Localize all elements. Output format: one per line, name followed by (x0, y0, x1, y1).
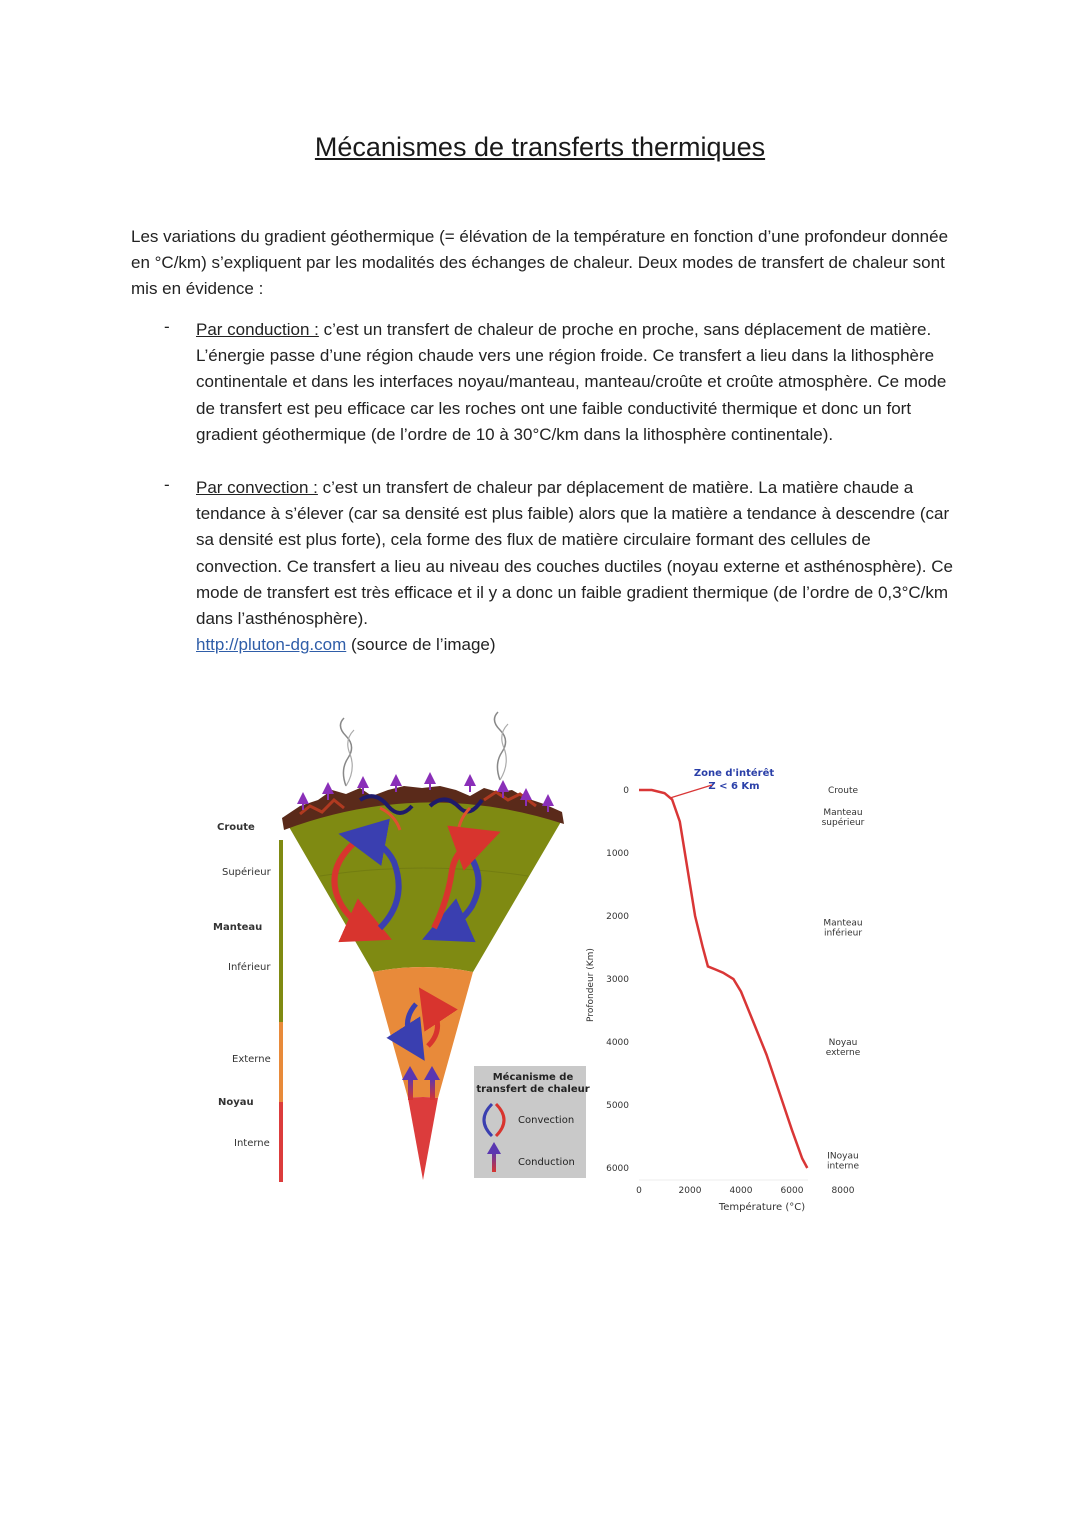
x-tick-label: 6000 (780, 1186, 804, 1196)
layer-label: supérieur (821, 818, 865, 829)
geotherm-curve (639, 790, 807, 1168)
term-convection: Par convection : (196, 478, 318, 497)
legend-conduction-label: Conduction (518, 1157, 575, 1168)
x-tick-label: 8000 (831, 1186, 855, 1196)
label-manteau: Manteau (213, 922, 263, 933)
mechanism-legend (474, 1066, 590, 1178)
label-noyau: Noyau (218, 1097, 254, 1108)
convection-text: c’est un transfert de chaleur par déplacement de matière. La matière chaude a tendance à s’élever (car sa densité est plus faible) alors que la matière a tendance à descendre (car sa densité est plus forte), cela forme des flux de matière circulaire formant des cellules de convection. Ce transfert a lieu au niveau des couches ductiles (noyau externe et asthénosphère). Ce mode de transfert est très efficace et il y a donc un faible gradient thermique (de l’ordre de 0,3°C/km dans l’asthénosphère). (196, 478, 953, 629)
legend-title-2: transfert de chaleur (476, 1084, 590, 1095)
layer-label: inférieur (823, 928, 863, 939)
conduction-text: c’est un transfert de chaleur de proche en proche, sans déplacement de matière. L’énergie passe d’une région chaude vers une région froide. Ce transfert a lieu dans la lithosphère continentale et dans les interfaces noyau/manteau, manteau/croûte et croûte atmosphère. Ce mode de transfert est peu efficace car les roches ont une faible conductivité thermique et donc un fort gradient géothermique (de l’ordre de 10 à 30°C/km dans la lithosphère continentale). (196, 320, 947, 444)
layer-scale (213, 822, 283, 1182)
x-tick-label: 4000 (729, 1186, 753, 1196)
inner-core-layer (408, 1097, 438, 1180)
label-superieur: Supérieur (222, 867, 271, 878)
label-inferieur: Inférieur (228, 962, 271, 973)
layer-label: INoyau (827, 1151, 859, 1162)
bullet-dash-convection: - (164, 475, 170, 494)
layer-label: Noyau (828, 1038, 858, 1048)
intro-paragraph: Les variations du gradient géothermique (= élévation de la température en fonction d’une profondeur donnée en °C/km) s’expliquent par les modalités des échanges de chaleur. Deux modes de transfert de chaleur sont mis en évidence : (131, 227, 949, 299)
zone-annotation-1: Zone d'intérêt (693, 768, 775, 779)
x-axis-label: Température (°C) (718, 1202, 806, 1213)
legend-conduction-icon (492, 1152, 496, 1172)
source-link[interactable]: http://pluton-dg.com (196, 635, 347, 655)
legend-convection-label: Convection (518, 1115, 575, 1126)
y-tick-label: 1000 (606, 849, 629, 859)
x-tick-label: 0 (636, 1186, 642, 1196)
y-axis-label: Profondeur (Km) (586, 948, 596, 1022)
term-conduction: Par conduction : (196, 320, 319, 339)
label-interne: Interne (234, 1138, 270, 1149)
smoke-left (340, 718, 351, 786)
layer-label: externe (825, 1048, 861, 1058)
layer-label: Croute (827, 786, 859, 796)
legend-title-1: Mécanisme de (492, 1072, 574, 1083)
page-title: Mécanismes de transferts thermiques (314, 132, 766, 162)
layer-label: interne (826, 1161, 860, 1172)
label-croute: Croute (217, 822, 255, 833)
outer-core-layer (373, 967, 473, 1098)
y-tick-label: 3000 (606, 975, 629, 985)
bullet-dash-conduction: - (164, 317, 170, 336)
y-tick-label: 0 (623, 786, 629, 796)
smoke-right (494, 712, 505, 780)
mantle-layer (285, 795, 562, 972)
x-tick-label: 2000 (678, 1186, 702, 1196)
y-tick-label: 6000 (606, 1164, 629, 1174)
y-tick-label: 4000 (606, 1038, 629, 1048)
y-tick-label: 2000 (606, 912, 629, 922)
layer-label: Manteau (823, 808, 863, 819)
layer-label: Manteau (823, 918, 863, 929)
y-tick-label: 5000 (606, 1101, 629, 1111)
source-suffix: (source de l’image) (346, 635, 496, 655)
geotherm-chart (586, 767, 865, 1213)
zone-annotation-2: Z < 6 Km (708, 781, 760, 792)
label-externe: Externe (232, 1054, 271, 1065)
